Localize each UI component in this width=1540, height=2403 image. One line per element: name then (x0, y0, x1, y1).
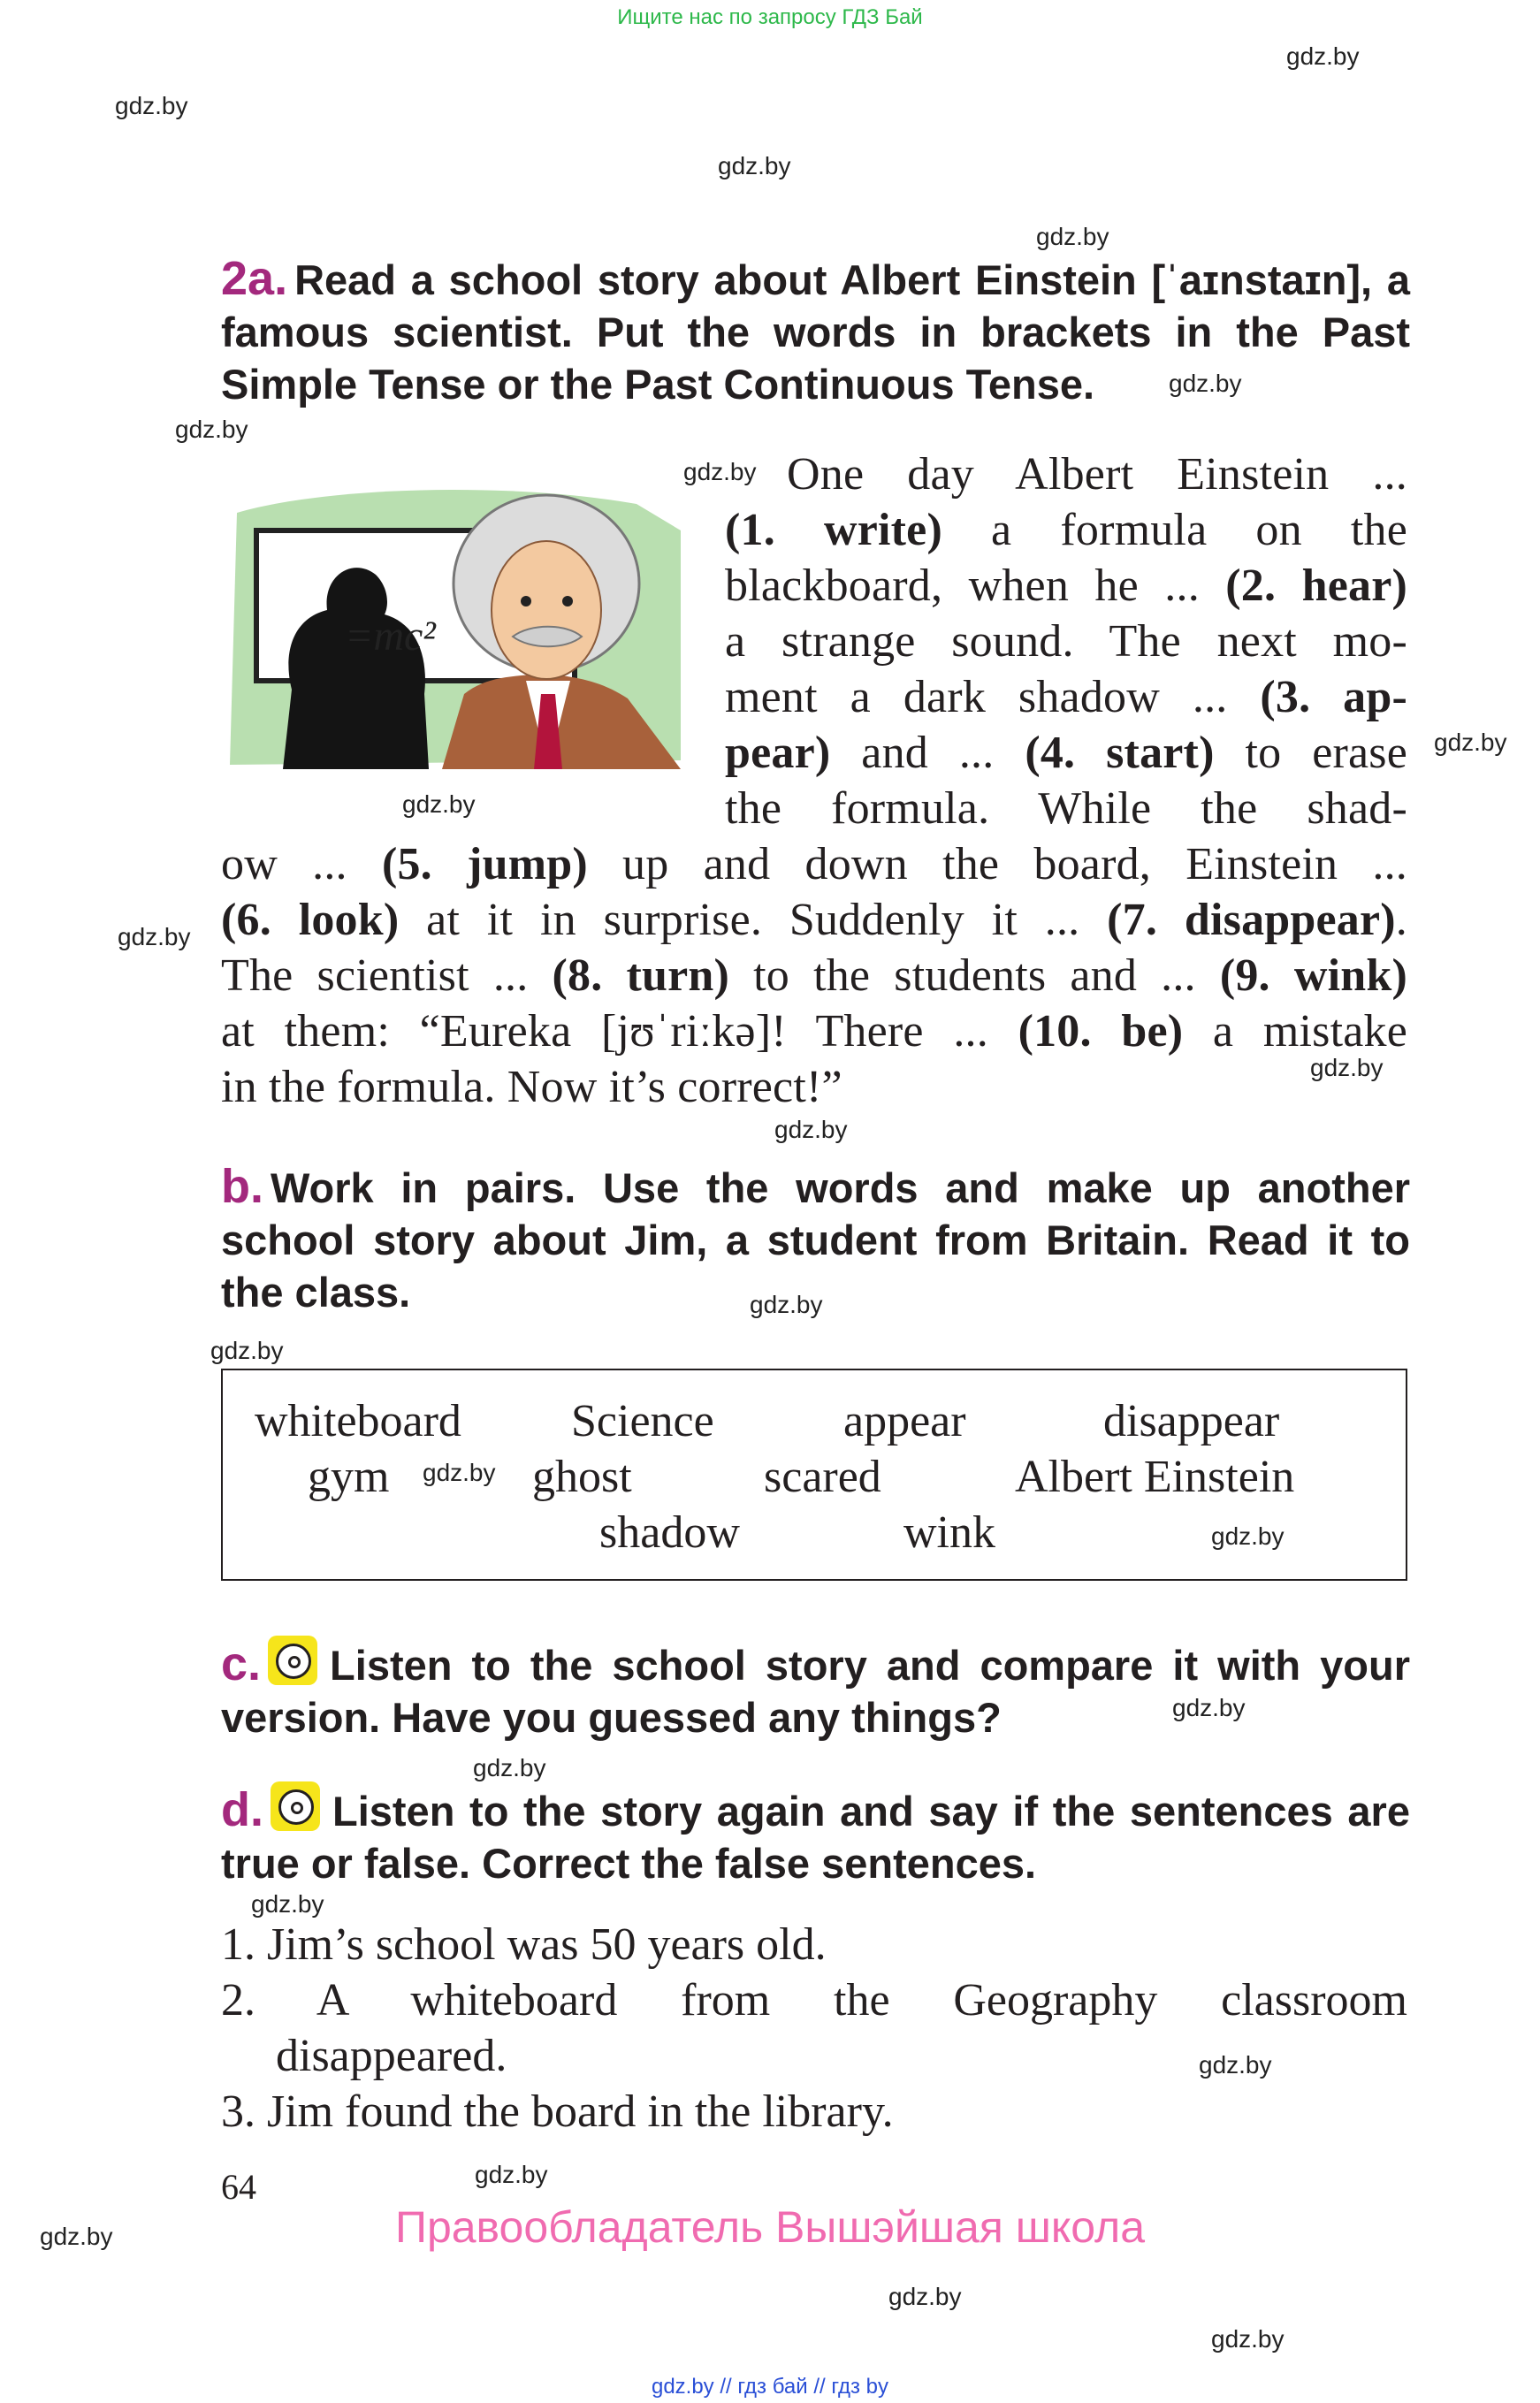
story-line: The scientist ... (8. turn) to the students and ... (9. wink) (221, 950, 1407, 1001)
einstein-illustration (221, 477, 685, 769)
story-line: a strange sound. The next mo- (725, 616, 1407, 667)
watermark: gdz.by (402, 790, 476, 818)
cd-audio-icon[interactable] (271, 1781, 320, 1831)
watermark: gdz.by (683, 458, 757, 485)
statement-item: 2. A whiteboard from the Geography classroom (221, 1975, 1407, 2025)
einstein-face (492, 541, 601, 679)
story-line: (6. look) at it in surprise. Suddenly it ... (7. disappear). (221, 895, 1407, 945)
story-line: in the formula. Now it’s correct!” (221, 1062, 842, 1112)
watermark: gdz.by (888, 2283, 962, 2310)
task-instruction: Work in pairs. Use the words and make up another school story about Jim, a student from Britain. Read it to the class. (221, 1164, 1410, 1316)
story-line: the formula. While the shad- (725, 783, 1407, 834)
watermark: gdz.by (210, 1337, 284, 1364)
word-box-item: appear (843, 1396, 966, 1446)
watermark: gdz.by (475, 2161, 548, 2188)
story-line: blackboard, when he ... (2. hear) (725, 561, 1407, 611)
watermark: gdz.by (40, 2223, 113, 2250)
word-box-item: disappear (1103, 1396, 1280, 1446)
watermark: gdz.by (251, 1890, 324, 1918)
watermark: gdz.by (423, 1459, 496, 1486)
watermark: gdz.by (473, 1754, 546, 1781)
einstein-eye (521, 596, 531, 606)
word-box-item: ghost (532, 1452, 632, 1502)
watermark: gdz.by (1169, 370, 1242, 397)
watermark: gdz.by (718, 152, 791, 179)
story-line: (1. write) a formula on the (725, 505, 1407, 555)
story-line: pear) and ... (4. start) to erase (725, 728, 1407, 778)
word-box-item: wink (903, 1507, 995, 1558)
task-instruction: Listen to the school story and compare it with your version. Have you guessed any things? (221, 1642, 1410, 1741)
story-line: at them: “Eureka [jʊˈriːkə]! There ... (10. be) a mistake (221, 1006, 1407, 1057)
watermark: gdz.by (118, 923, 191, 950)
story-line: One day Albert Einstein ... (787, 449, 1407, 500)
task-label: b. (221, 1160, 263, 1213)
copyright-note: Правообладатель Вышэйшая школа (395, 2202, 1145, 2252)
cd-audio-icon[interactable] (268, 1636, 317, 1685)
story-line: ow ... (5. jump) up and down the board, Einstein ... (221, 839, 1408, 889)
watermark: gdz.by (1172, 1694, 1246, 1721)
watermark: gdz.by (1199, 2051, 1272, 2079)
formula-text: =mc² (345, 613, 436, 660)
task-instruction: Listen to the story again and say if the sentences are true or false. Correct the false sentences. (221, 1788, 1410, 1887)
watermark: gdz.by (1310, 1054, 1384, 1081)
word-box-item: whiteboard (255, 1396, 461, 1446)
word-box-item: Albert Einstein (1015, 1452, 1295, 1502)
task-label: d. (221, 1783, 263, 1836)
word-box-item: shadow (599, 1507, 740, 1558)
watermark: gdz.by (1434, 729, 1507, 756)
statement-item: disappeared. (276, 2031, 507, 2081)
watermark: gdz.by (774, 1116, 848, 1143)
task-label: 2a. (221, 252, 288, 305)
watermark: gdz.by (115, 92, 188, 119)
watermark: gdz.by (1211, 1522, 1285, 1550)
watermark: gdz.by (175, 416, 248, 443)
task-label: c. (221, 1637, 262, 1690)
word-box (221, 1369, 1407, 1581)
word-box-item: gym (308, 1452, 390, 1502)
task-2a (221, 253, 1410, 410)
einstein-eye (562, 596, 573, 606)
footer-links[interactable]: gdz.by // гдз бай // гдз by (651, 2375, 889, 2399)
watermark: gdz.by (1211, 2325, 1285, 2353)
watermark: gdz.by (1286, 42, 1360, 70)
word-box-item: Science (571, 1396, 714, 1446)
statement-item: 1. Jim’s school was 50 years old. (221, 1919, 827, 1970)
watermark: gdz.by (750, 1291, 823, 1318)
statement-item: 3. Jim found the board in the library. (221, 2086, 894, 2137)
watermark: gdz.by (1036, 223, 1109, 250)
task-d (221, 1781, 1410, 1889)
task-b (221, 1161, 1410, 1318)
task-c (221, 1636, 1410, 1743)
story-line: ment a dark shadow ... (3. ap- (725, 672, 1407, 722)
top-note: Ищите нас по запросу ГДЗ Бай (617, 5, 923, 29)
word-box-item: scared (764, 1452, 881, 1502)
page-number: 64 (221, 2167, 256, 2207)
task-instruction: Read a school story about Albert Einstein [ˈaɪnstaɪn], a famous scientist. Put the words in brackets in the Past Simple Tense or the Past Continuous Tense. (221, 256, 1410, 408)
